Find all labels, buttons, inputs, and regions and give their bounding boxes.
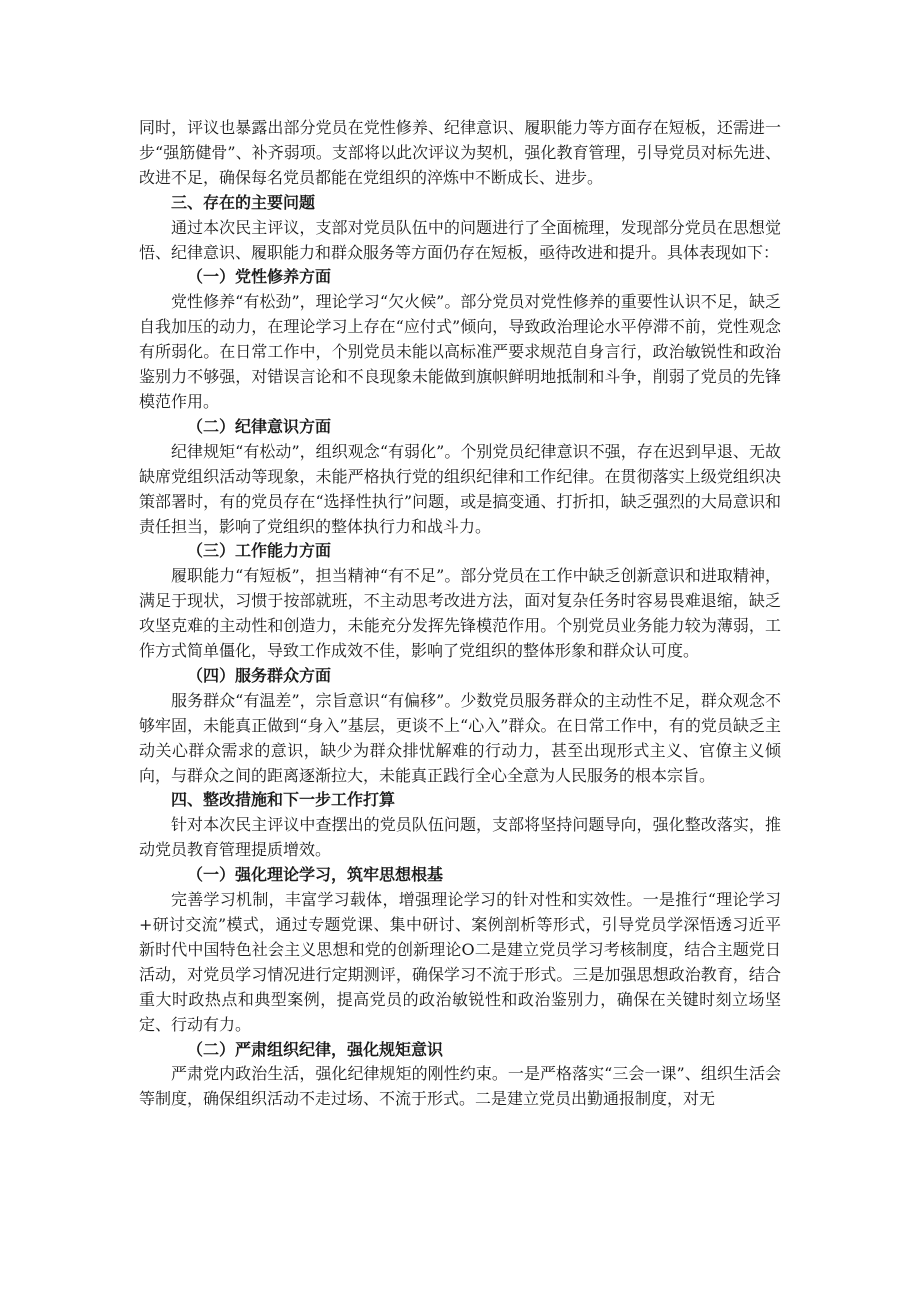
paragraph: 通过本次民主评议，支部对党员队伍中的问题进行了全面梳理，发现部分党员在思想觉悟、纪律意识、履职能力和群众服务等方面仍存在短板，亟待改进和提升。具体表现如下： (139, 217, 781, 262)
paragraph: 严肃党内政治生活，强化纪律规矩的刚性约束。一是严格落实“三会一课”、组织生活会等制度，确保组织活动不走过场、不流于形式。二是建立党员出勤通报制度，对无 (139, 1064, 781, 1109)
paragraph: 针对本次民主评议中查摆出的党员队伍问题，支部将坚持问题导向，强化整改落实，推动党员教育管理提质增效。 (139, 815, 781, 860)
section-heading: 三、存在的主要问题 (171, 192, 316, 212)
subsection-heading: （一）党性修养方面 (187, 267, 332, 287)
document-page (139, 116, 781, 1112)
paragraph: 纪律规矩“有松动”，组织观念“有弱化”。个别党员纪律意识不强，存在迟到早退、无故缺席党组织活动等现象，未能严格执行党的组织纪律和工作纪律。在贯彻落实上级党组织决策部署时，有的党员存在“选择性执行”问题，或是搞变通、打折扣，缺乏强烈的大局意识和责任担当，影响了党组织的整体执行力和战斗力。 (139, 441, 781, 536)
paragraph: 履职能力“有短板”，担当精神“有不足”。部分党员在工作中缺乏创新意识和进取精神，满足于现状，习惯于按部就班，不主动思考改进方法，面对复杂任务时容易畏难退缩，缺乏攻坚克难的主动性和创造力，未能充分发挥先锋模范作用。个别党员业务能力较为薄弱，工作方式简单僵化，导致工作成效不佳，影响了党组织的整体形象和群众认可度。 (139, 566, 781, 661)
section-heading: 四、整改措施和下一步工作打算 (171, 790, 396, 810)
subsection-heading: （四）服务群众方面 (187, 665, 332, 685)
paragraph: 完善学习机制，丰富学习载体，增强理论学习的针对性和实效性。一是推行“理论学习+研讨交流”模式，通过专题党课、集中研讨、案例剖析等形式，引导党员学深悟透习近平新时代中国特色社会主义思想和党的创新理论O二是建立党员学习考核制度，结合主题党日活动，对党员学习情况进行定期测评，确保学习不流于形式。三是加强思想政治教育，结合重大时政热点和典型案例，提高党员的政治敏锐性和政治鉴别力，确保在关键时刻立场坚定、行动有力。 (139, 890, 781, 1034)
subsection-heading: （二）纪律意识方面 (187, 416, 332, 436)
paragraph: 同时，评议也暴露出部分党员在党性修养、纪律意识、履职能力等方面存在短板，还需进一步“强筋健骨”、补齐弱项。支部将以此次评议为契机，强化教育管理，引导党员对标先进、改进不足，确保每名党员都能在党组织的淬炼中不断成长、进步。 (139, 118, 781, 187)
paragraph: 服务群众“有温差”，宗旨意识“有偏移”。少数党员服务群众的主动性不足，群众观念不够牢固，未能真正做到“身入”基层，更谈不上“心入”群众。在日常工作中，有的党员缺乏主动关心群众需求的意识，缺少为群众排忧解难的行动力，甚至出现形式主义、官僚主义倾向，与群众之间的距离逐渐拉大，未能真正践行全心全意为人民服务的根本宗旨。 (139, 690, 781, 785)
subsection-heading: （一）强化理论学习，筑牢思想根基 (187, 865, 444, 885)
subsection-heading: （三）工作能力方面 (187, 541, 332, 561)
paragraph: 党性修养“有松劲”，理论学习“欠火候”。部分党员对党性修养的重要性认识不足，缺乏自我加压的动力，在理论学习上存在“应付式”倾向，导致政治理论水平停滞不前，党性观念有所弱化。在日常工作中，个别党员未能以高标准严要求规范自身言行，政治敏锐性和政治鉴别力不够强，对错误言论和不良现象未能做到旗帜鲜明地抵制和斗争，削弱了党员的先锋模范作用。 (139, 292, 781, 411)
subsection-heading: （二）严肃组织纪律，强化规矩意识 (187, 1039, 444, 1059)
